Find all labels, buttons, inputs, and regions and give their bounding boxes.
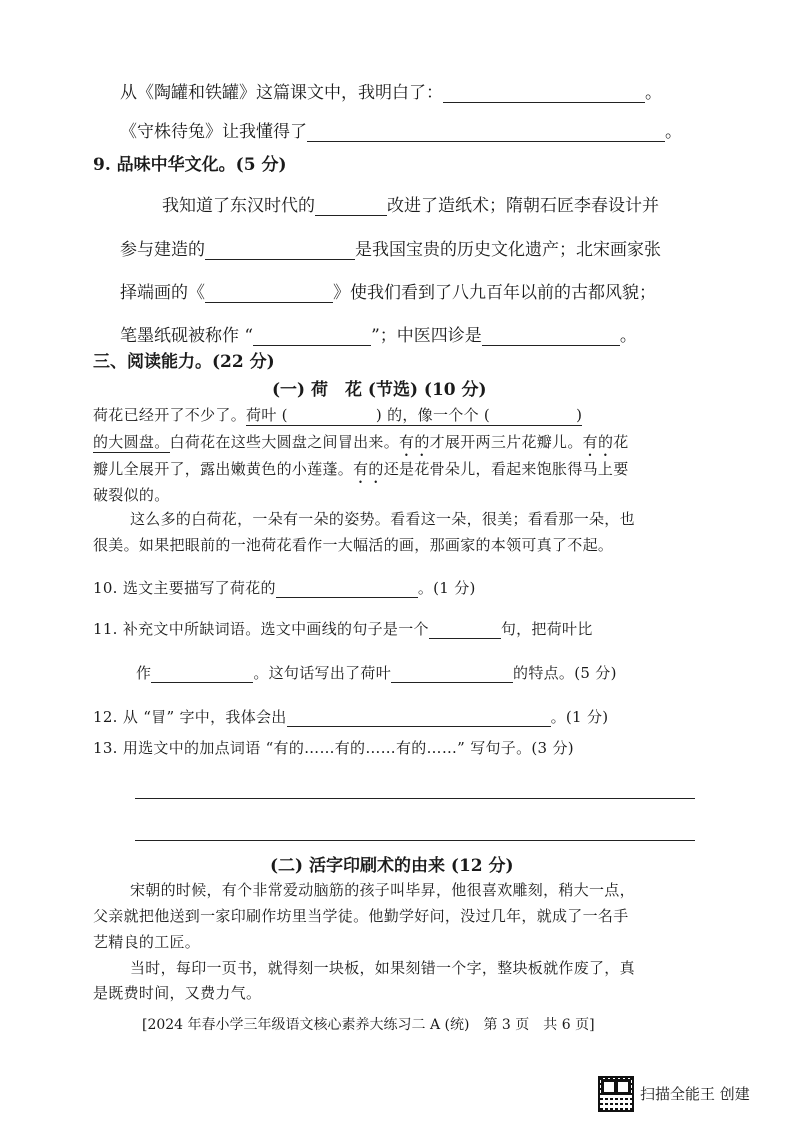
text: 瓣儿全展开了，露出嫩黄色的小莲蓬。 <box>93 460 354 478</box>
q11-line2 <box>136 662 617 683</box>
blank <box>151 663 253 683</box>
text: 《守株待兔》让我懂得了 <box>120 122 307 142</box>
text: 荷花已经开了不少了。 <box>93 406 247 424</box>
text: 我知道了东汉时代的 <box>162 196 315 216</box>
scanner-watermark: 扫描全能王 创建 <box>640 1085 750 1103</box>
text: 。(1 分) <box>550 708 609 726</box>
qr-code-icon <box>598 1076 634 1112</box>
text: 择端画的《 <box>120 283 205 303</box>
blank <box>391 663 513 683</box>
passage2-title: (二) 活字印刷术的由来 (12 分) <box>270 856 514 876</box>
passage1-title: (一) 荷 花 (节选) (10 分) <box>272 380 487 400</box>
blank <box>205 283 333 303</box>
text: 11. 补充文中所缺词语。选文中画线的句子是一个 <box>93 620 429 638</box>
text: ) <box>576 406 583 424</box>
q9-line4 <box>120 321 637 346</box>
q12 <box>93 706 608 727</box>
q11-line1 <box>93 618 593 639</box>
text: 的特点。(5 分) <box>513 664 617 682</box>
q9-line3 <box>120 278 656 303</box>
passage1-line5: 这么多的白荷花，一朵有一朵的姿势。看看这一朵，很美；看看那一朵，也 <box>130 510 635 528</box>
line-shou-zhu <box>120 117 682 142</box>
passage1-line6: 很美。如果把眼前的一池荷花看作一大幅活的画，那画家的本领可真了不起。 <box>93 536 614 554</box>
text: 从《陶罐和铁罐》这篇课文中，我明白了： <box>120 83 443 103</box>
underlined-sentence <box>246 406 582 426</box>
underlined-text: 的大圆盘。 <box>93 433 170 451</box>
text: 改进了造纸术；隋朝石匠李春设计并 <box>387 196 659 216</box>
text: 荷叶 ( <box>246 406 288 424</box>
blank <box>307 122 665 142</box>
text: 才展开两三片花瓣儿。 <box>429 433 583 451</box>
passage2-line4: 当时，每印一页书，就得刻一块板，如果刻错一个字，整块板就作废了，真 <box>130 959 635 977</box>
text: 10. 选文主要描写了荷花的 <box>93 579 276 597</box>
text: 花 <box>613 433 629 451</box>
text: 是我国宝贵的历史文化遗产；北宋画家张 <box>355 240 661 260</box>
blank <box>429 619 501 639</box>
passage2-line3: 艺精良的工匠。 <box>93 933 201 951</box>
blank <box>482 326 620 346</box>
passage2-line2: 父亲就把他送到一家印刷作坊里当学徒。他勤学好问，没过几年，就成了一名手 <box>93 907 629 925</box>
text: 笔墨纸砚被称作 “ <box>120 326 254 346</box>
q13: 13. 用选文中的加点词语 “有的……有的……有的……” 写句子。(3 分) <box>93 739 574 757</box>
passage2-line1: 宋朝的时候，有个非常爱动脑筋的孩子叫毕昇，他很喜欢雕刻，稍大一点， <box>130 881 635 899</box>
text: 。(1 分) <box>417 579 476 597</box>
text: ) 的，像一个个 ( <box>375 406 491 424</box>
dotted-word: 有的 <box>582 433 614 451</box>
text: 还是花骨朵儿，看起来饱胀得马上要 <box>383 460 629 478</box>
blank <box>253 326 371 346</box>
page-footer: [2024 年春小学三年级语文核心素养大练习二 A (统) 第 3 页 共 6 页] <box>142 1017 595 1033</box>
passage1-line1 <box>93 404 582 425</box>
q9-line1 <box>162 191 659 216</box>
blank <box>205 240 355 260</box>
line-tao-guan <box>120 78 662 103</box>
dotted-word: 有的 <box>399 433 430 451</box>
text: 》使我们看到了八九百年以前的古都风貌； <box>333 283 656 303</box>
passage2-line5: 是既费时间，又费力气。 <box>93 984 262 1002</box>
answer-line-2 <box>135 840 695 841</box>
text: 句，把荷叶比 <box>500 620 593 638</box>
section3-title: 三、阅读能力。(22 分) <box>93 352 275 372</box>
text: 12. 从 “冒” 字中，我体会出 <box>93 708 287 726</box>
blank <box>443 83 645 103</box>
passage1-line3 <box>93 458 629 487</box>
blank <box>287 707 551 727</box>
text: 参与建造的 <box>120 240 205 260</box>
text: 作 <box>136 664 152 682</box>
passage1-line2 <box>93 431 629 460</box>
text: 。 <box>665 122 682 142</box>
blank <box>276 578 418 598</box>
q9-title: 9. 品味中华文化。(5 分) <box>93 155 287 175</box>
text: 。 <box>619 326 637 346</box>
text: ”；中医四诊是 <box>371 326 482 346</box>
q10 <box>93 577 476 598</box>
text: 。这句话写出了荷叶 <box>253 664 392 682</box>
dotted-word: 有的 <box>353 460 384 478</box>
text: 。 <box>645 83 662 103</box>
blank <box>315 196 387 216</box>
text: 白荷花在这些大圆盘之间冒出来。 <box>169 433 400 451</box>
answer-line-1 <box>135 798 695 799</box>
passage1-line4: 破裂似的。 <box>93 486 170 504</box>
q9-line2 <box>120 235 661 260</box>
